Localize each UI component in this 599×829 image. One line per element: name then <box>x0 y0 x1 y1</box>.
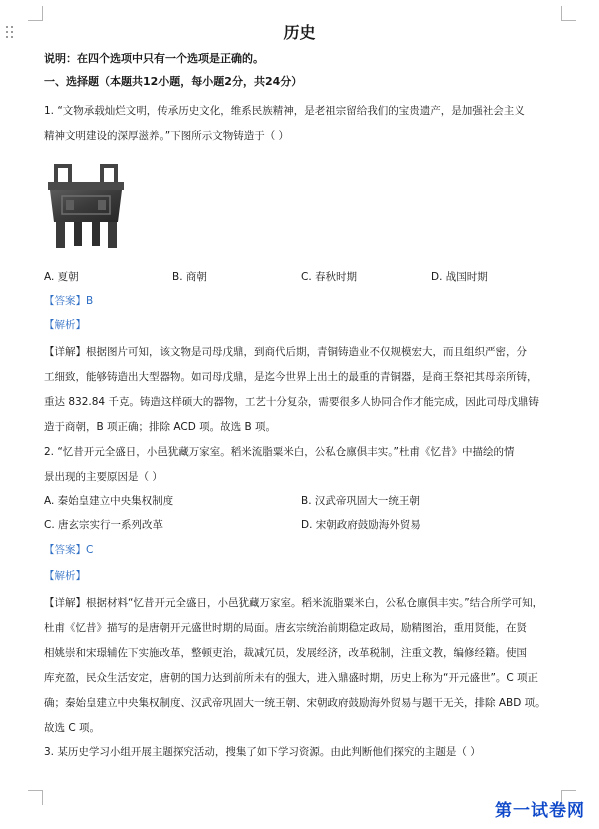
q2-answer-label: 【答案】C <box>44 544 94 556</box>
q1-option-c: C. 春秋时期 <box>301 271 358 283</box>
q2-detail-line-1: 【详解】根据材料“忆昔开元全盛日，小邑犹藏万家室。稻米流脂粟米白，公私仓廪俱丰实。”结合所学可知， <box>44 597 544 609</box>
q1-option-a: A. 夏朝 <box>44 271 79 283</box>
q1-detail-line-3: 重达 832.84 千克。铸造这样硕大的器物，工艺十分复杂，需要很多人协同合作才能完成，因此司母戊鼎铸 <box>44 396 539 408</box>
crop-mark-top-right <box>561 6 576 21</box>
q2-detail-line-6: 故选 C 项。 <box>44 722 101 734</box>
q2-stem-line-2: 景出现的主要原因是（ ） <box>44 471 163 483</box>
site-watermark: 第一试卷网 <box>495 801 585 821</box>
crop-mark-top-left <box>28 6 43 21</box>
q2-analysis-label: 【解析】 <box>44 570 86 582</box>
q1-stem-line-1: 1. “文物承载灿烂文明，传承历史文化，维系民族精神，是老祖宗留给我们的宝贵遗产，是加强社会主义 <box>44 105 525 117</box>
q2-detail-line-2: 杜甫《忆昔》描写的是唐朝开元盛世时期的局面。唐玄宗统治前期稳定政局，励精图治，重用贤能，在贤 <box>44 622 527 634</box>
q2-option-c: C. 唐玄宗实行一系列改革 <box>44 519 164 531</box>
q2-detail-line-3: 相姚崇和宋璟辅佐下实施改革，整顿吏治，裁减冗员，发展经济，改革税制，注重文教，编修经籍。使国 <box>44 647 527 659</box>
page-title: 历史 <box>283 23 316 42</box>
q1-stem-line-2: 精神文明建设的深厚滋养。”下图所示文物铸造于（ ） <box>44 130 290 142</box>
q2-detail-line-5: 确；秦始皇建立中央集权制度、汉武帝巩固大一统王朝、宋朝政府鼓励海外贸易与题干无关，排除 ABD 项。 <box>44 697 546 709</box>
q2-option-d: D. 宋朝政府鼓励海外贸易 <box>301 519 421 531</box>
section-heading: 一、选择题（本题共12小题，每小题2分，共24分） <box>44 75 303 88</box>
q1-detail-line-1: 【详解】根据图片可知，该文物是司母戊鼎，到商代后期，青铜铸造业不仅规模宏大，而且组织严密，分 <box>44 346 527 358</box>
q2-option-a: A. 秦始皇建立中央集权制度 <box>44 495 174 507</box>
crop-mark-bottom-left <box>28 790 43 805</box>
q1-analysis-label: 【解析】 <box>44 319 86 331</box>
q1-option-d: D. 战国时期 <box>431 271 488 283</box>
q1-answer-label: 【答案】B <box>44 295 94 307</box>
instruction-text: 说明：在四个选项中只有一个选项是正确的。 <box>44 52 264 65</box>
q2-option-b: B. 汉武帝巩固大一统王朝 <box>301 495 420 507</box>
q1-detail-line-2: 工细致，能够铸造出大型器物。如司母戊鼎，是迄今世界上出土的最重的青铜器，是商王祭祀其母亲所铸， <box>44 371 538 383</box>
q3-stem-line-1: 3. 某历史学习小组开展主题探究活动，搜集了如下学习资源。由此判断他们探究的主题是（ ） <box>44 746 481 758</box>
q2-detail-line-4: 库充盈，民众生活安定，唐朝的国力达到前所未有的强大，进入鼎盛时期，历史上称为“开元盛世”。C 项正 <box>44 672 539 684</box>
q2-stem-line-1: 2. “忆昔开元全盛日，小邑犹藏万家室。稻米流脂粟米白，公私仓廪俱丰实。”杜甫《忆昔》中描绘的情 <box>44 446 515 458</box>
simu-wu-ding-bronze-image <box>44 160 128 252</box>
q1-detail-line-4: 造于商朝，B 项正确；排除 ACD 项。故选 B 项。 <box>44 421 277 433</box>
q1-option-b: B. 商朝 <box>172 271 207 283</box>
